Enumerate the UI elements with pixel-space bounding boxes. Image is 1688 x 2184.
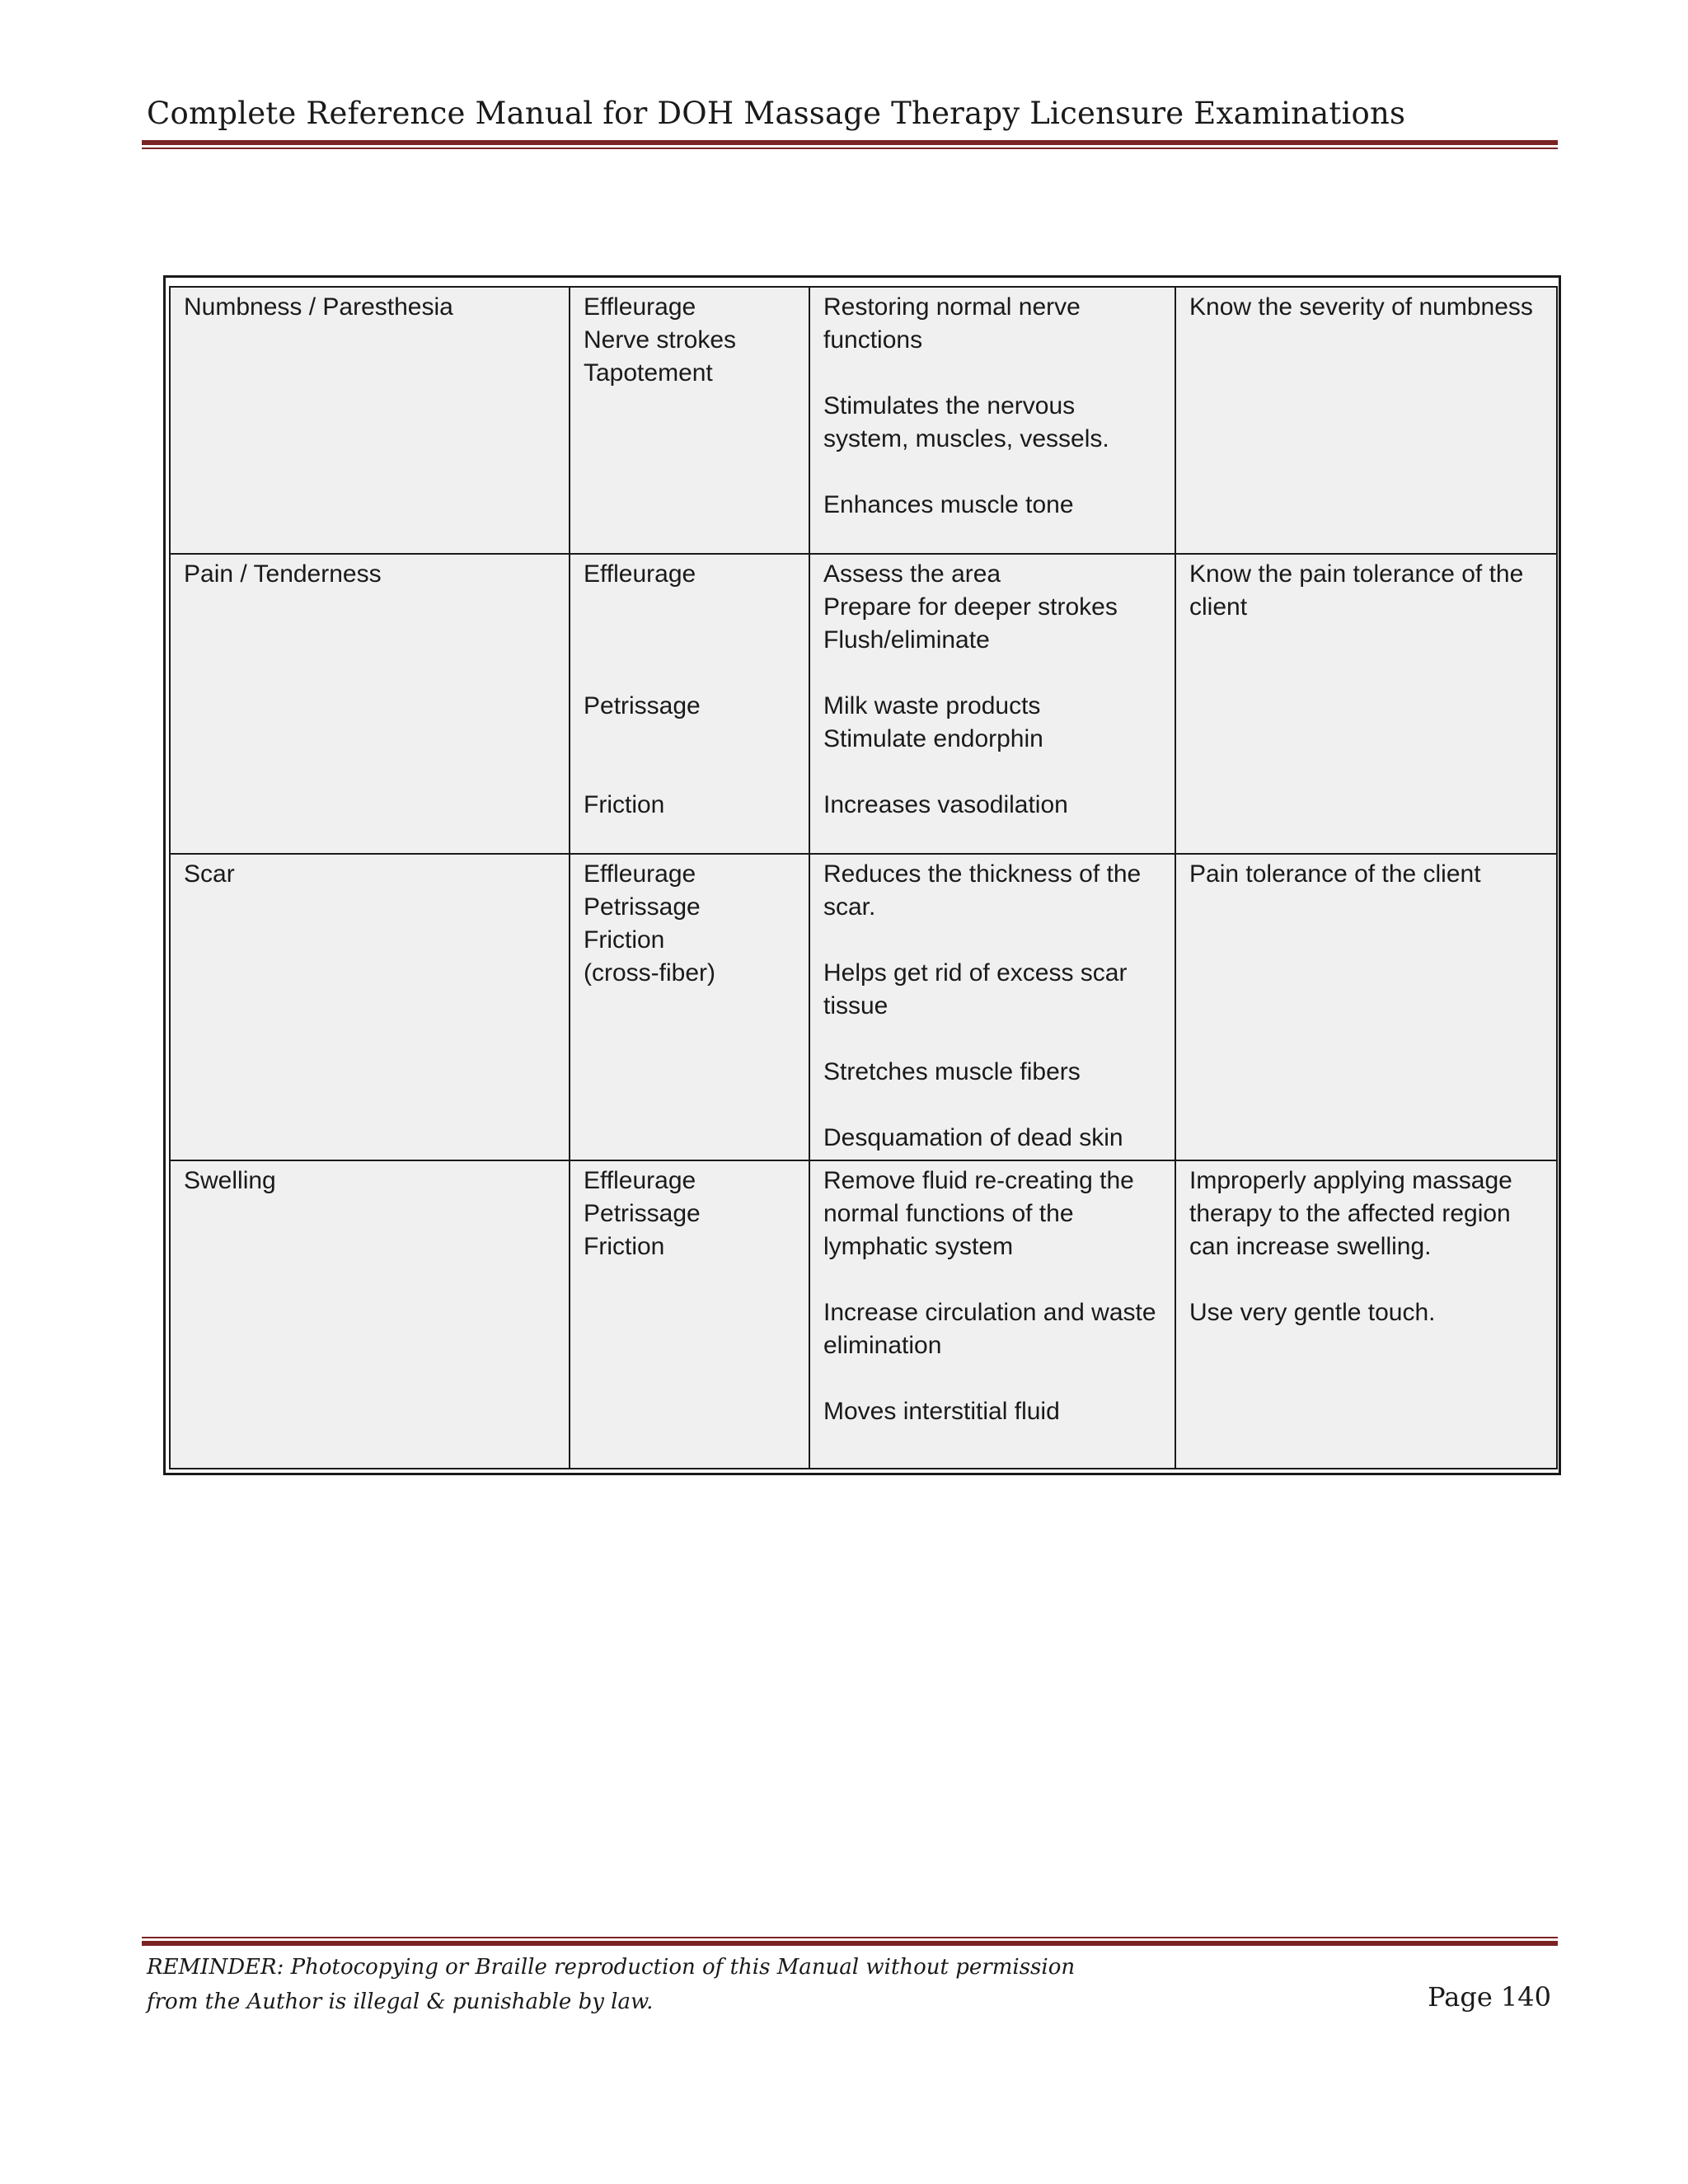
- cell-text-line: system, muscles, vessels.: [823, 425, 1109, 452]
- cell-text-line: Stimulate endorphin: [823, 725, 1043, 752]
- technique-cell: [570, 854, 809, 1160]
- cell-text-line: Stretches muscle fibers: [823, 1058, 1081, 1085]
- cell-text-line: lymphatic system: [823, 1233, 1014, 1260]
- cell-text-line: [584, 657, 795, 690]
- cell-text-line: scar.: [823, 893, 876, 921]
- precaution-cell: [1175, 554, 1557, 854]
- cell-text-line: Increase circulation and waste: [823, 1299, 1156, 1326]
- cell-text-line: [584, 723, 795, 756]
- cell-text-line: [1189, 1263, 1543, 1296]
- cell-text-line: Effleurage: [584, 560, 696, 588]
- cell-text-line: Friction: [584, 791, 665, 818]
- massage-technique-table: [169, 286, 1558, 1469]
- cell-text-line: Effleurage: [584, 1167, 696, 1194]
- condition-cell: [170, 1160, 570, 1469]
- cell-text-line: Scar: [184, 860, 235, 888]
- cell-text-line: [823, 756, 1161, 789]
- cell-text-line: Numbness / Paresthesia: [184, 293, 453, 321]
- cell-text-line: Use very gentle touch.: [1189, 1299, 1436, 1326]
- cell-text-line: Petrissage: [584, 1200, 701, 1227]
- header-rule: [142, 140, 1558, 149]
- cell-text-line: Know the pain tolerance of the: [1189, 560, 1524, 588]
- cell-text-line: Know the severity of numbness: [1189, 293, 1533, 321]
- condition-cell: [170, 854, 570, 1160]
- cell-text-line: Effleurage: [584, 860, 696, 888]
- cell-text-line: Stimulates the nervous: [823, 392, 1076, 419]
- cell-text-line: client: [1189, 593, 1248, 621]
- cell-text-line: [584, 591, 795, 624]
- cell-text-line: (cross-fiber): [584, 959, 716, 987]
- cell-text-line: Assess the area: [823, 560, 1001, 588]
- footer-rule: [142, 1937, 1558, 1946]
- cell-text-line: functions: [823, 326, 923, 354]
- cell-text-line: Prepare for deeper strokes: [823, 593, 1118, 621]
- cell-text-line: Moves interstitial fluid: [823, 1398, 1060, 1425]
- cell-text-line: [823, 657, 1161, 690]
- cell-text-line: [584, 756, 795, 789]
- cell-text-line: Friction: [584, 926, 665, 954]
- precaution-cell: [1175, 854, 1557, 1160]
- table-row: [170, 287, 1557, 554]
- cell-text-line: [823, 357, 1161, 390]
- page-header-title: Complete Reference Manual for DOH Massage Therapy Licensure Examinations: [147, 96, 1406, 131]
- cell-text-line: [823, 1362, 1161, 1395]
- effect-cell: [809, 1160, 1175, 1469]
- cell-text-line: Desquamation of dead skin: [823, 1124, 1123, 1151]
- cell-text-line: Friction: [584, 1233, 665, 1260]
- table-row: [170, 854, 1557, 1160]
- cell-text-line: Petrissage: [584, 893, 701, 921]
- copyright-reminder: [147, 1950, 1075, 2019]
- reminder-line-1: REMINDER: Photocopying or Braille reproduction of this Manual without permission: [147, 1955, 1076, 1980]
- technique-cell: [570, 287, 809, 554]
- cell-text-line: tissue: [823, 992, 889, 1019]
- technique-cell: [570, 1160, 809, 1469]
- cell-text-line: normal functions of the: [823, 1200, 1074, 1227]
- cell-text-line: can increase swelling.: [1189, 1233, 1432, 1260]
- cell-text-line: Petrissage: [584, 692, 701, 719]
- cell-text-line: [823, 1089, 1161, 1122]
- cell-text-line: [823, 1263, 1161, 1296]
- condition-cell: [170, 287, 570, 554]
- cell-text-line: Improperly applying massage: [1189, 1167, 1512, 1194]
- cell-text-line: [823, 924, 1161, 957]
- cell-text-line: elimination: [823, 1332, 942, 1359]
- effect-cell: [809, 554, 1175, 854]
- page-number: Page 140: [1428, 1981, 1551, 2013]
- cell-text-line: [823, 456, 1161, 489]
- precaution-cell: [1175, 287, 1557, 554]
- technique-cell: [570, 554, 809, 854]
- cell-text-line: Effleurage: [584, 293, 696, 321]
- precaution-cell: [1175, 1160, 1557, 1469]
- condition-cell: [170, 554, 570, 854]
- cell-text-line: Helps get rid of excess scar: [823, 959, 1128, 987]
- cell-text-line: Remove fluid re-creating the: [823, 1167, 1134, 1194]
- effect-cell: [809, 854, 1175, 1160]
- table-row: [170, 554, 1557, 854]
- cell-text-line: [584, 624, 795, 657]
- reminder-line-2: from the Author is illegal & punishable by law.: [147, 1990, 654, 2014]
- effect-cell: [809, 287, 1175, 554]
- cell-text-line: therapy to the affected region: [1189, 1200, 1511, 1227]
- cell-text-line: Milk waste products: [823, 692, 1041, 719]
- cell-text-line: [823, 1023, 1161, 1056]
- cell-text-line: Reduces the thickness of the: [823, 860, 1142, 888]
- cell-text-line: Enhances muscle tone: [823, 491, 1074, 518]
- cell-text-line: Flush/eliminate: [823, 626, 990, 654]
- cell-text-line: Pain / Tenderness: [184, 560, 382, 588]
- cell-text-line: Pain tolerance of the client: [1189, 860, 1481, 888]
- cell-text-line: Restoring normal nerve: [823, 293, 1081, 321]
- cell-text-line: Increases vasodilation: [823, 791, 1068, 818]
- table-row: [170, 1160, 1557, 1469]
- cell-text-line: Tapotement: [584, 359, 713, 387]
- cell-text-line: Nerve strokes: [584, 326, 737, 354]
- cell-text-line: Swelling: [184, 1167, 276, 1194]
